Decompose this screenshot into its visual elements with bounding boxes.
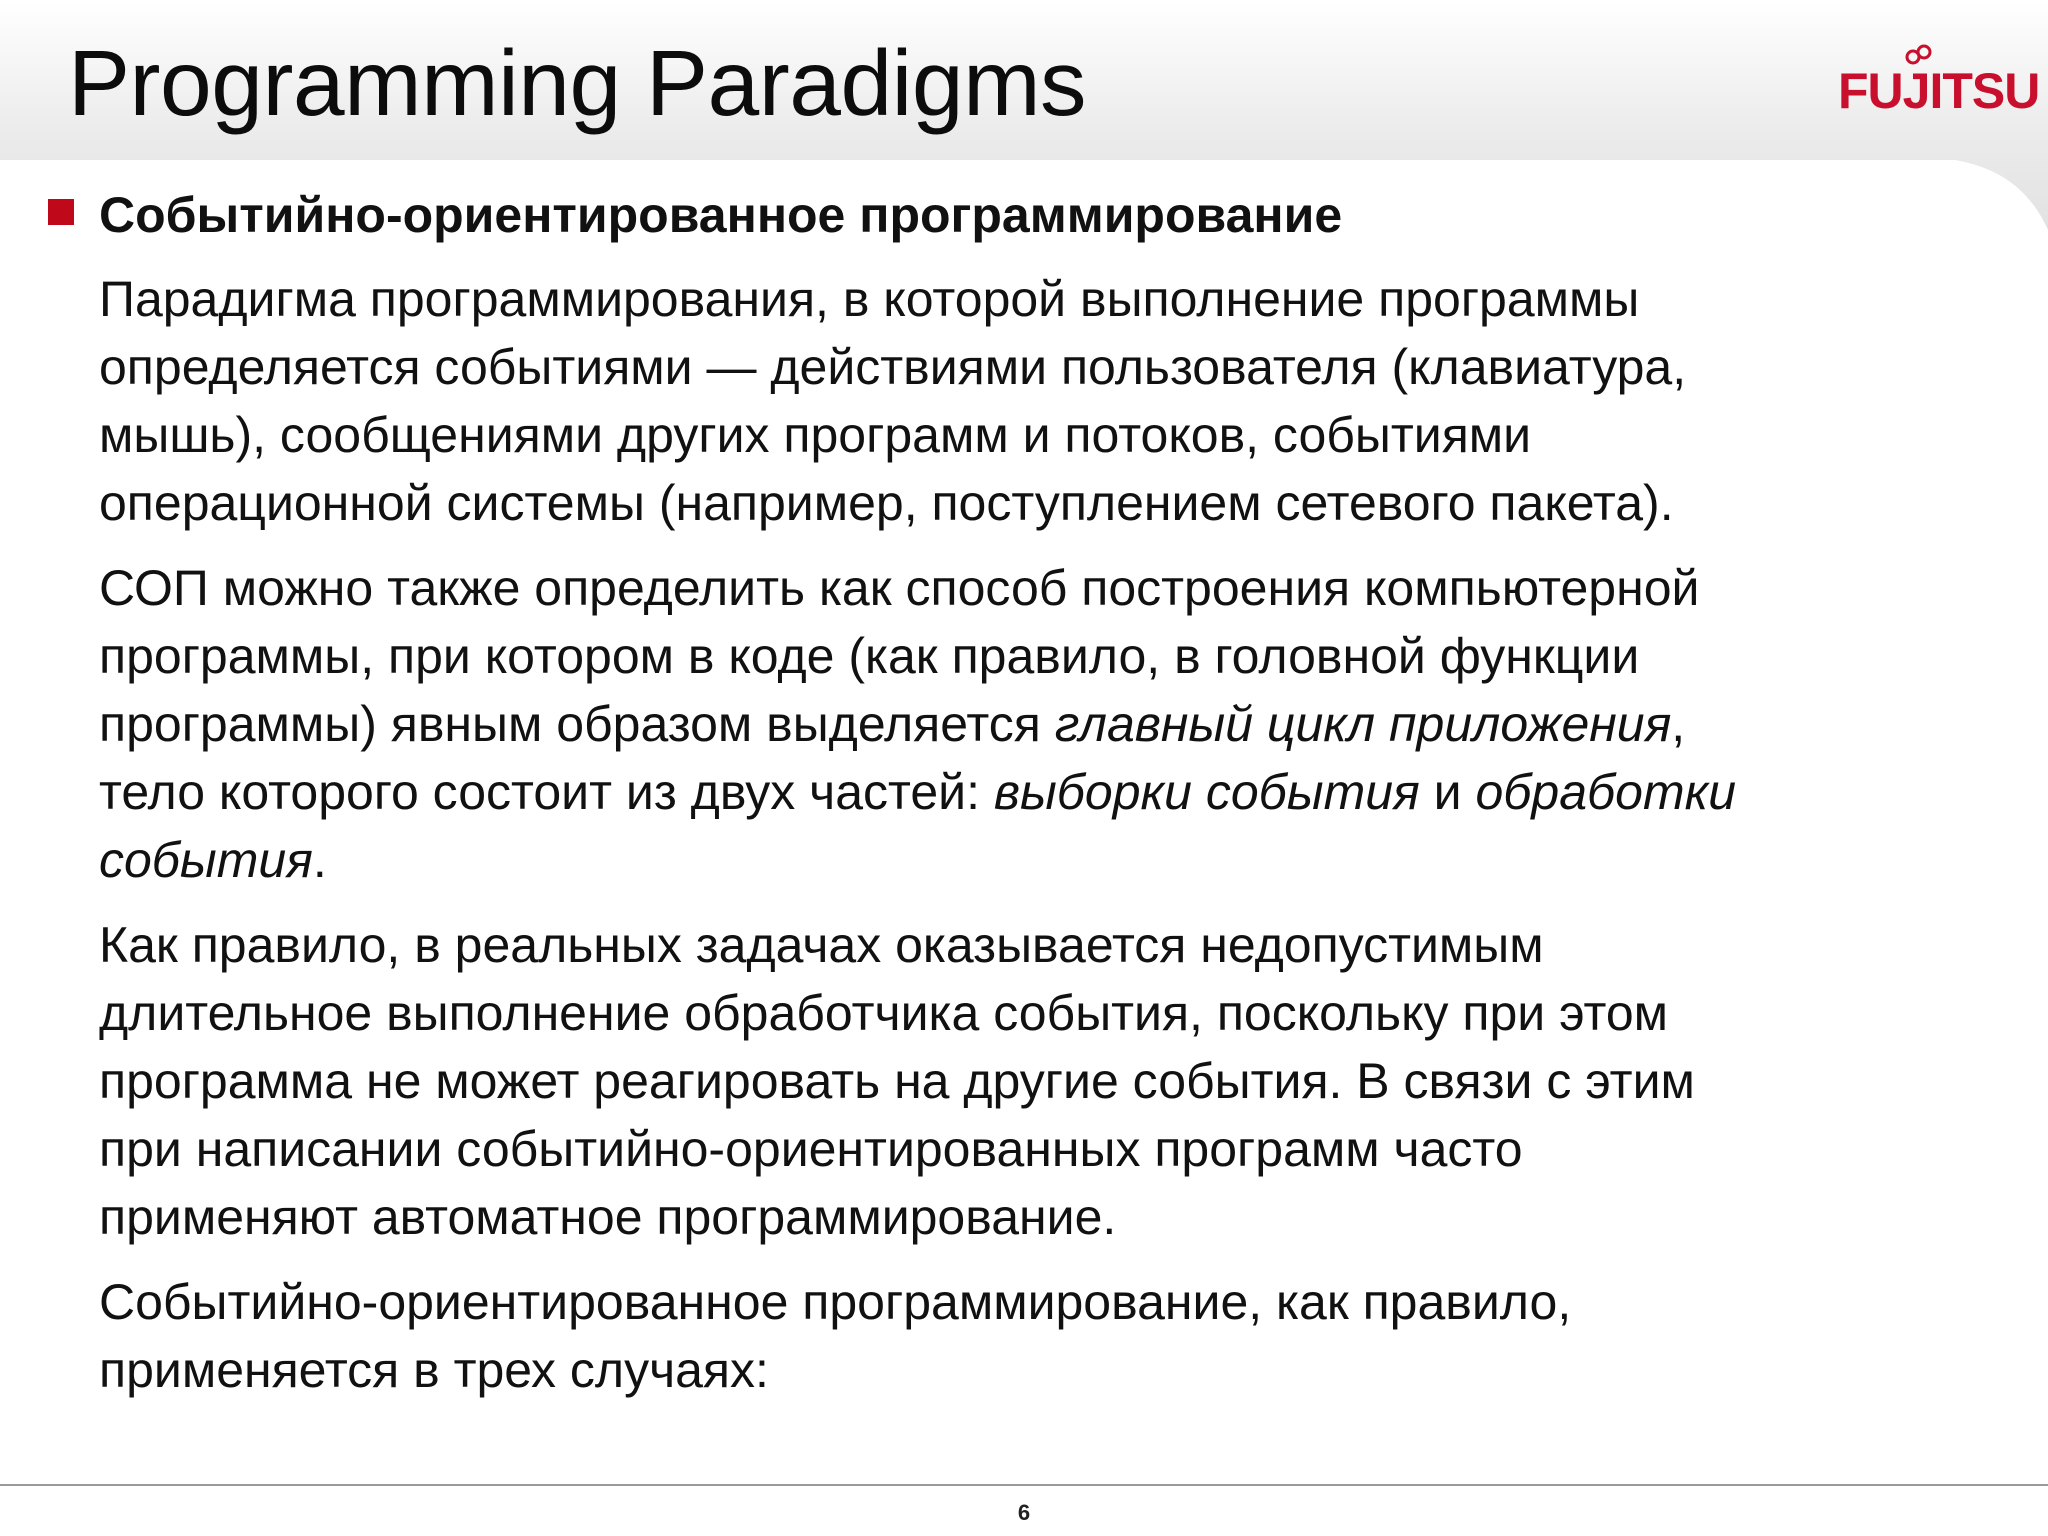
text-line: Событийно-ориентированное программирование, как правило,: [99, 1274, 1572, 1330]
paragraph-definition: [99, 265, 2008, 537]
text-fragment: и: [1419, 764, 1476, 820]
text-line: длительное выполнение обработчика события, поскольку при этом: [99, 985, 1669, 1041]
bullet-item: [48, 185, 2008, 247]
text-line: Парадигма программирования, в которой выполнение программы: [99, 271, 1640, 327]
text-line: [99, 758, 2008, 826]
text-fragment: .: [312, 832, 327, 888]
text-line: применяется в трех случаях:: [99, 1342, 769, 1398]
paragraph-automata: [99, 911, 2008, 1251]
paragraph-main-loop: [99, 554, 2008, 894]
text-line: [99, 690, 2008, 758]
bullet-square-icon: [48, 199, 74, 225]
slide-title: Programming Paradigms: [68, 31, 1087, 135]
text-fragment: ,: [1671, 696, 1686, 752]
text-line: программа не может реагировать на другие события. В связи с этим: [99, 1053, 1695, 1109]
text-line: мышь), сообщениями других программ и потоков, событиями: [99, 407, 1532, 463]
footer-divider: [0, 1484, 2048, 1486]
bullet-heading: Событийно-ориентированное программирование: [99, 187, 1343, 243]
paragraph-use-cases: [99, 1268, 2008, 1404]
text-line: Как правило, в реальных задачах оказывается недопустимым: [99, 917, 1544, 973]
text-line: операционной системы (например, поступлением сетевого пакета).: [99, 475, 1674, 531]
fujitsu-logo: [1838, 40, 2040, 130]
text-line: программы, при котором в коде (как правило, в головной функции: [99, 628, 1640, 684]
italic-term: события: [99, 832, 313, 888]
slide-body: [48, 185, 2008, 1421]
page-number: 6: [1017, 1500, 1031, 1525]
text-line: СОП можно также определить как способ построения компьютерной: [99, 560, 1700, 616]
text-line: при написании событийно-ориентированных программ часто: [99, 1121, 1523, 1177]
svg-text:FUJITSU: FUJITSU: [1838, 63, 2040, 119]
text-fragment: тело которого состоит из двух частей:: [99, 764, 994, 820]
italic-term: выборки события: [993, 764, 1420, 820]
text-fragment: программы) явным образом выделяется: [99, 696, 1055, 752]
text-line: [99, 826, 2008, 894]
italic-term: главный цикл приложения: [1054, 696, 1672, 752]
text-line: применяют автоматное программирование.: [99, 1189, 1117, 1245]
italic-term: обработки: [1475, 764, 1737, 820]
text-line: определяется событиями — действиями пользователя (клавиатура,: [99, 339, 1687, 395]
